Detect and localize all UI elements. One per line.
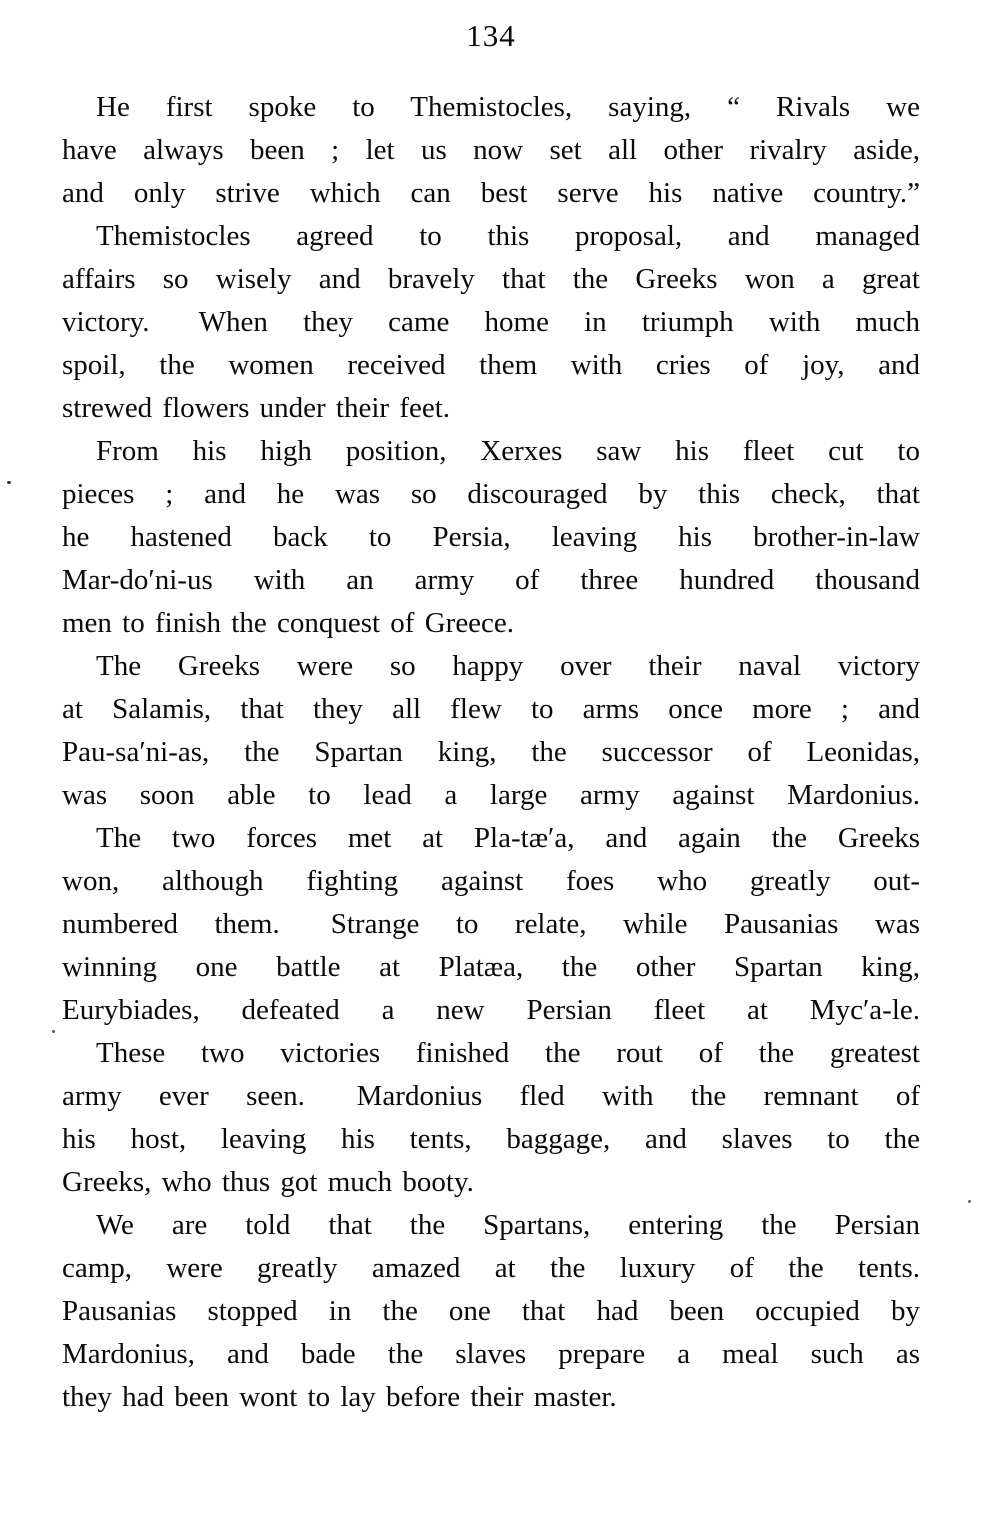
- text-line: was soon able to lead a large army against Mardonius.: [62, 779, 920, 811]
- scan-speck: [968, 1200, 971, 1203]
- text-line: victory. When they came home in triumph with much: [62, 306, 920, 338]
- text-line: men to finish the conquest of Greece.: [62, 607, 515, 639]
- text-line: army ever seen. Mardonius fled with the remnant of: [62, 1080, 920, 1112]
- text-block: [62, 86, 920, 1419]
- paragraph: [62, 430, 920, 645]
- text-line: Greeks, who thus got much booty.: [62, 1166, 474, 1198]
- text-line: From his high position, Xerxes saw his fleet cut to: [96, 435, 920, 467]
- text-line: camp, were greatly amazed at the luxury of the tents.: [62, 1252, 920, 1284]
- text-line: pieces ; and he was so discouraged by this check, that: [62, 478, 920, 510]
- text-line: winning one battle at Platæa, the other Spartan king,: [62, 951, 920, 983]
- text-line: Themistocles agreed to this proposal, and managed: [96, 220, 920, 252]
- text-line: won, although fighting against foes who greatly out-: [62, 865, 920, 897]
- text-line: The Greeks were so happy over their naval victory: [96, 650, 920, 682]
- text-line: affairs so wisely and bravely that the Greeks won a great: [62, 263, 920, 295]
- text-line: numbered them. Strange to relate, while Pausanias was: [62, 908, 920, 940]
- text-line: have always been ; let us now set all other rivalry aside,: [62, 134, 920, 166]
- paragraph: [62, 1032, 920, 1204]
- paragraph: [62, 1204, 920, 1419]
- text-line: Mardonius, and bade the slaves prepare a meal such as: [62, 1338, 920, 1370]
- text-line: he hastened back to Persia, leaving his brother-in-law: [62, 521, 920, 553]
- text-line: and only strive which can best serve his native country.”: [62, 177, 920, 209]
- text-line: Pau-sa′ni-as, the Spartan king, the successor of Leonidas,: [62, 736, 920, 768]
- text-line: spoil, the women received them with cries of joy, and: [62, 349, 920, 381]
- text-line: Mar-do′ni-us with an army of three hundred thousand: [62, 564, 920, 596]
- text-line: The two forces met at Pla-tæ′a, and again the Greeks: [96, 822, 920, 854]
- text-line: These two victories finished the rout of the greatest: [96, 1037, 920, 1069]
- text-line: He first spoke to Themistocles, saying, “ Rivals we: [96, 91, 920, 123]
- text-line: We are told that the Spartans, entering the Persian: [96, 1209, 920, 1241]
- scan-speck: [52, 1030, 55, 1033]
- paragraph: [62, 215, 920, 430]
- text-line: they had been wont to lay before their master.: [62, 1381, 617, 1413]
- page-number: 134: [466, 18, 516, 53]
- scan-speck: [7, 481, 11, 484]
- text-line: Pausanias stopped in the one that had been occupied by: [62, 1295, 920, 1327]
- text-line: at Salamis, that they all flew to arms once more ; and: [62, 693, 920, 725]
- text-line: Eurybiades, defeated a new Persian fleet at Myc′a-le.: [62, 994, 920, 1026]
- paragraph: [62, 645, 920, 817]
- text-line: strewed flowers under their feet.: [62, 392, 451, 424]
- paragraph: [62, 86, 920, 215]
- paragraph: [62, 817, 920, 1032]
- text-line: his host, leaving his tents, baggage, and slaves to the: [62, 1123, 920, 1155]
